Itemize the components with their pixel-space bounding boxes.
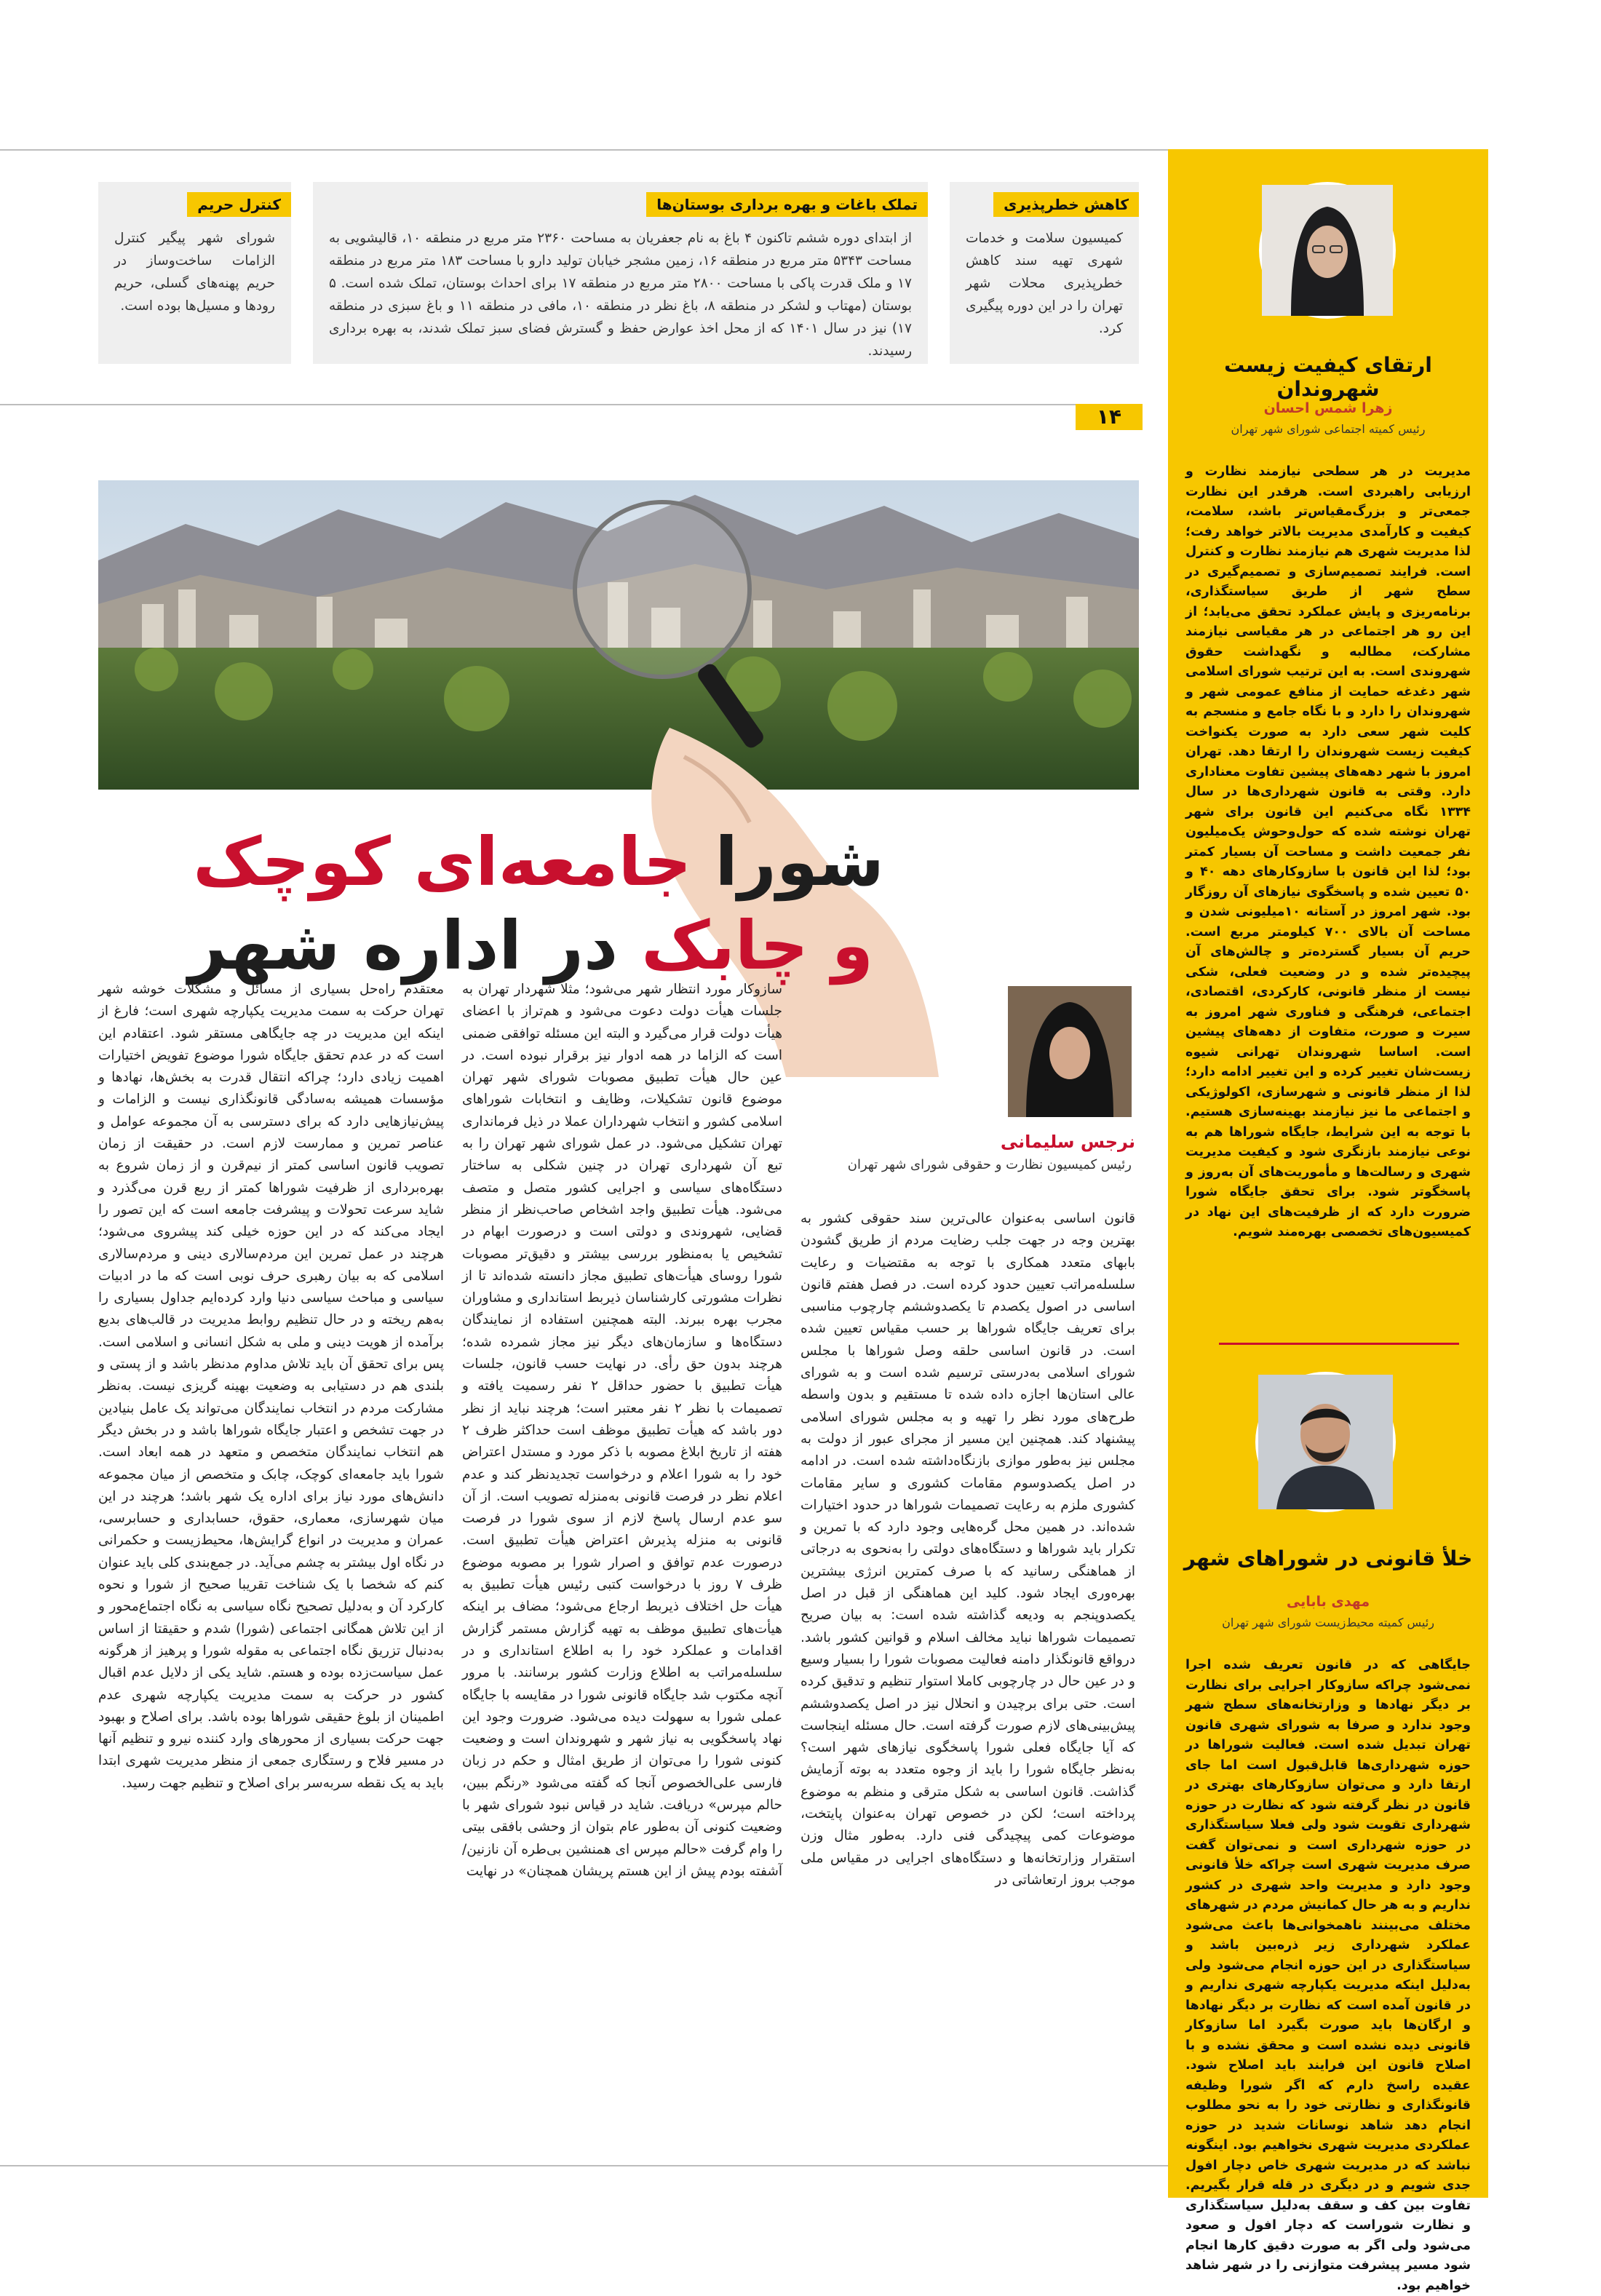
- mid-rule: [0, 404, 1076, 405]
- headline-word-red-2: و چابک: [641, 907, 873, 985]
- article-column-left: معتقدم راه‌حل بسیاری از مسائل و مشکلات خوشه شهر تهران حرکت به سمت مدیریت یکپارچه شهری است؛ فارغ از اینکه این مدیریت در چه جایگاهی مستقر شود. اعتقادم این است که در عدم تحقق جایگاه شورا موضوع تفویض اختیارات اهمیت زیادی دارد؛ چراکه انتقال قدرت به بخش‌ها، نهادها و مؤسسات همیشه به‌سادگی قانونگذاری نیست و الزامات و پیش‌نیازهایی دارد که برای دسترسی به آن مجموعه عوامل و عناصر تمرین و ممارست لازم است. در حقیقت از زمان تصویب قانون اساسی کمتر از نیم‌قرن و از زمان شروع به بهره‌برداری از ظرفیت شوراها کمتر از ربع قرن می‌گذرد و شاید سرعت تحولات و پیشرفت جامعه است که این تصور را ایجاد می‌کند که در این حوزه خیلی کند پیشروی می‌شود؛ هرچند در عمل تمرین این مردم‌سالاری دینی و مردم‌سالاری اسلامی که به بیان رهبری حرف نوبی است که ما در ادبیات سیاسی و مباحث سیاسی دنیا وارد کرده‌ایم جداول بسیاری را به‌هم ریخته و در حال تنظیم روابط مدیریت در قالب‌های بدیع برآمده از هویت دینی و ملی به شکل انسانی و اسلامی است. پس برای تحقق آن باید تلاش مداوم مدنظر باشد و از پستی و بلندی هم در دستیابی به وضعیت بهینه گریزی نیست. به‌نظر مشارکت مردم در انتخاب نمایندگان می‌تواند یک عامل بنیادین در جهت تشخص و اعتبار جایگاه شوراها باشد و در بخش دیگر هم انتخاب نمایندگان متخصص و متعهد در همه ابعاد است. شورا باید جامعه‌ای کوچک، چابک و متخصص از میان مجموعه دانش‌های مورد نیاز برای اداره یک شهر باشد؛ هرچند در این میان شهرسازی، معماری، حقوق، حسابداری و حسابرسی، عمران و مدیریت در انواع گرایش‌ها، محیط‌زیست و حکمرانی در نگاه اول بیشتر به چشم می‌آید. در جمع‌بندی کلی باید عنوان کنم که شخصا با یک شناخت تقریبا صحیح از شورا و نحوه کارکرد آن و به‌دلیل تصحیح نگاه سیاسی به نگاه اجتماع‌محور و از این تلاش همگانی اجتماعی (شورا) شدم و حقیقتا از اساس به‌دنبال تزریق نگاه اجتماعی به مقوله شورا و پرهیز از هرگونه عمل سیاست‌زده بوده و هستم. شاید یکی از دلایل عدم اقبال کشور در حرکت به سمت مدیریت یکپارچه شهری عدم اطمینان از بلوغ حقیقی شوراها بوده باشد. برای اصلاح و بهبود جهت حرکت بسیاری از محورهای وارد کننده نیرو و تنظیم آنها در مسیر فلاح و رستگاری جمعی از منظر مدیریت شهری ابتدا باید به یک نقطه سربه‌سر برای اصلاح و تنظیم جهت رسید.: [98, 982, 444, 1791]
- box-text: شورای شهر پیگیر کنترل الزامات ساخت‌وساز در حریم پهنه‌های گسلی، حریم رودها و مسیل‌ها بوده است.: [114, 231, 275, 314]
- box-text: از ابتدای دوره ششم تاکنون ۴ باغ به نام جعفریان به مساحت ۲۳۶۰ متر مربع در منطقه ۱۰، قالیشویی به مساحت ۵۳۴۳ متر مربع در منطقه ۱۶، زمین مشجر خیابان تولید دارو با مساحت ۱۸۳ متر مربع در منطقه ۱۷ و ملک قدرت پاکی با مساحت ۲۸۰۰ متر مربع در منطقه ۱۷ برای احداث بوستان، تملک شده است. ۵ بوستان (مهتاب و لشکر در منطقه ۸، باغ نظر در منطقه ۱۰، مافی در منطقه ۱۱ و باغ سبزی در منطقه ۱۷) نیز در سال ۱۴۰۱ که از محل اخذ عوارض حفظ و گسترش فضای سبز تملک شدند، به بهره برداری رسیدند.: [329, 231, 913, 359]
- headline-word-dark: شورا: [715, 823, 884, 901]
- author-role: رئیس کمیسیون نظارت و حقوقی شورای شهر تهران: [847, 1157, 1132, 1172]
- sidebar-author-1: زهرا شمس احسان: [1263, 400, 1393, 416]
- box-title: کاهش خطرپذیری: [993, 192, 1139, 217]
- headline-word-red: جامعه‌ای کوچک: [193, 823, 692, 901]
- hero-photo: [98, 480, 1139, 790]
- top-rule: [0, 149, 1168, 151]
- author-name: نرجس سلیمانی: [1000, 1132, 1135, 1152]
- headline-line-2: [188, 906, 873, 986]
- box-boundary-control: [98, 182, 291, 364]
- article-column-middle: سازوکار مورد انتظار شهر می‌شود؛ مثلا شهردار تهران به جلسات هیأت دولت دعوت می‌شود و هم‌تراز با اعضای هیأت دولت قرار می‌گیرد و البته این مسئله توافقی ضمنی است که الزاما در همه ادوار نیز برقرار نبوده است. در عین حال هیأت تطبیق مصوبات شورای شهر تهران موضوع قانون تشکیلات، وظایف و انتخابات شوراهای اسلامی کشور و انتخاب شهرداران عملا در ذیل فرمانداری تهران تشکیل می‌شود. در عمل شورای شهر تهران را به تبع آن شهرداری تهران در چنین شکلی به ساختار دستگاه‌های سیاسی و اجرایی کشور متصل و متصف می‌شود. هیأت تطبیق واجد اشخاص صاحب‌نظر از منظر قضایی، شهروندی و دولتی است و درصورت ابهام در تشخیص یا به‌منظور بررسی بیشتر و دقیق‌تر مصوبات شورا روسای هیأت‌های تطبیق مجاز دانسته شده‌اند تا از نظرات مشورتی کارشناسان ذیربط استانداری و مشاوران مجرب بهره ببرند. البته همچنین استفاده از نمایندگان دستگاه‌ها و سازمان‌های دیگر نیز مجاز شمرده شده؛ هرچند بدون حق رأی. در نهایت حسب قانون، جلسات هیأت تطبیق با حضور حداقل ۲ نفر رسمیت یافته و تصمیمات با نظر ۲ نفر معتبر است؛ هرچند نباید از نظر دور باشد که هیأت تطبیق موظف است حداکثر ظرف ۲ هفته از تاریخ ابلاغ مصوبه با ذکر مورد و مستدل اعتراض خود را به شورا اعلام و درخواست تجدیدنظر کند و عدم اعلام نظر در فرصت قانونی به‌منزله تصویب است. از آن سو عدم ارسال پاسخ لازم از سوی شورا در فرصت قانونی به منزله پذیرش اعتراض هیأت تطبیق است. درصورت عدم توافق و اصرار شورا بر مصوبه موضوع ظرف ۷ روز با درخواست کتبی رئیس هیأت تطبیق به هیأت حل اختلاف ذیربط ارجاع می‌شود؛ مضاف بر اینکه هیأت‌های تطبیق موظف به تهیه گزارش مستمر گزارش اقدامات و عملکرد خود را به اطلاع استانداری و در سلسله‌مراتب به اطلاع وزارت کشور برسانند. با مرور آنچه مکتوب شد جایگاه قانونی شورا در مقایسه با جایگاه عملی شورا به سهولت دیده می‌شود. ضرورت وجود این نهاد پاسخگویی به نیاز شهر و شهروندان است و وضعیت کنونی شورا را می‌توان از طریق امثال و حکم در زبان فارسی علی‌الخصوص آنجا که گفته می‌شود «رنگم ببین، حالم مپرس» دریافت. شاید در قیاس نبود شورای شهر با وضعیت کنونی آن به‌طور عام بتوان از وحشی بافقی بیتی را وام گرفت «حالم مپرس ای همنشین بی‌طره آن نازنین/آشفته بودم پیش از این هستم پریشان همچنان» در نهایت: [462, 982, 782, 1879]
- headline-line-1: [193, 822, 884, 902]
- box-risk-reduction: [950, 182, 1139, 364]
- box-gardens: [313, 182, 928, 364]
- narges-portrait-icon: [1008, 986, 1132, 1117]
- headline-word-dark-2: در اداره شهر: [188, 907, 619, 985]
- sidebar-title-2: خلأ قانونی در شوراهای شهر: [1183, 1546, 1473, 1570]
- hijab-portrait-icon: [1262, 185, 1393, 316]
- bottom-rule: [0, 2165, 1168, 2166]
- box-text: کمیسیون سلامت و خدمات شهری تهیه سند کاهش خطرپذیری محلات شهر تهران را در این دوره پیگیری کرد.: [966, 231, 1123, 336]
- page-number: ۱۴: [1076, 404, 1143, 430]
- sidebar: [1168, 149, 1488, 2293]
- sidebar-role-1: رئیس کمیته اجتماعی شورای شهر تهران: [1231, 422, 1426, 436]
- magnifier-hand-photo: [98, 480, 1139, 790]
- portrait-mahdi: [1255, 1372, 1396, 1512]
- man-portrait-icon: [1258, 1375, 1393, 1509]
- sidebar-body-2: جایگاهی که در قانون تعریف شده اجرا نمی‌شود چراکه سازوکار اجرایی برای نظارت بر دیگر نهادها و وزارتخانه‌های سطح شهر وجود ندارد و صرفا به شورای شهری قانون تهران تبدیل شده است. فعالیت شوراها در حوزه شهرداری‌ها قابل‌قبول است اما جای ارتقا دارد و می‌توان سازوکارهای بهتری در قانون در نظر گرفته شود که نظارت در حوزه شهرداری تقویت شود ولی فعلا سیاستگذاری در حوزه شهرداری است و نمی‌توان گفت صرف مدیریت شهری است چراکه خلأ قانونی وجود دارد و مدیریت واحد شهری در کشور نداریم و به هر حال کمانیش مردم در شهرهای مختلف می‌بینند ناهمخوانی‌ها باعث می‌شود عملکرد شهرداری زیر ذره‌بین باشد و سیاستگذاری در این حوزه انجام می‌شود ولی به‌دلیل اینکه مدیریت یکپارچه شهری نداریم و در قانون آمده است که نظارت بر دیگر نهادها و ارگان‌ها باید صورت بگیرد اما سازوکار قانونی دیده نشده است و محقق نشده و با اصلاح قانون این فرایند باید اصلاح شود. عقیده راسخ دارم که اگر شورا وظیفه قانونگذاری و نظارتی خود را به نحو مطلوب انجام دهد شاهد نوسانات شدید در حوزه عملکردی مدیریت شهری نخواهیم بود. اینگونه نباشد که در مدیریت شهری خاص دچار افول جدی شویم و در دیگری در قله قرار بگیریم. تفاوت بین کف و سقف به‌دلیل سیاستگذاری و نظارت شوراست که دچار افول و صعود می‌شود ولی اگر به صورت دقیق کارها انجام شود مسیر پیشرفت متوازنی را در شهر شاهد خواهیم بود.: [1185, 1658, 1471, 2293]
- sidebar-title-1: ارتقای کیفیت زیست شهروندان: [1224, 353, 1432, 401]
- box-title: تملک باغات و بهره برداری بوستان‌ها: [646, 192, 928, 217]
- portrait-zahra: [1259, 182, 1396, 319]
- sidebar-body-1: مدیریت در هر سطحی نیازمند نظارت و ارزیابی راهبردی است. هرقدر این نظارت جمعی‌تر و بزرگ‌مقیاس‌تر باشد، سلامت، کیفیت و کارآمدی مدیریت بالاتر خواهد رفت؛ لذا مدیریت شهری هم نیازمند نظارت و کنترل است. فرایند تصمیم‌سازی و تصمیم‌گیری در سطح شهر از طریق سیاستگذاری، برنامه‌ریزی و پایش عملکرد تحقق می‌یابد؛ از این رو هر اجتماعی در هر مقیاسی نیازمند مشارکت، مطالبه و نگهداشت حقوق شهروندی است. به این ترتیب شورای اسلامی شهر دغدغه حمایت از منافع عمومی شهر و شهروندان را دارد و با نگاه جامع و منسجم به کلیت شهر سعی دارد به صورت یکنواخت کیفیت زیست شهروندان را ارتقا دهد. تهران امروز با شهر دهه‌های پیشین تفاوت معناداری دارد. وقتی به قانون شهرداری‌ها در سال ۱۳۳۴ نگاه می‌کنیم این قانون برای شهر تهران نوشته شده که حول‌وحوش یک‌میلیون نفر جمعیت داشت و مساحت آن بسیار کمتر بود؛ لذا این قانون با سازوکارهای دهه ۴۰ و ۵۰ تعیین شده و پاسخگوی نیازهای آن روزگار بود. شهر امروز در آستانه ۱۰میلیونی شدن و مساحت آن بالای ۷۰۰ کیلومتر مربع است. حریم آن بسیار گسترده‌تر و چالش‌های آن پیچیده‌تر شده و در وضعیت فعلی، شکی نیست از منظر قانونی، کارکردی، اقتصادی، اجتماعی، فرهنگی و فناوری شهر امروز به سیرت و صورت، متفاوت از دهه‌های پیشین است. اساسا شهروندان تهرانی شیوه زیست‌شان تغییر کرده و این تغییر ادامه دارد؛ لذا از منظر قانونی و شهرسازی، اکولوژیکی و اجتماعی ما نیز نیازمند بهینه‌سازی هستیم. با توجه به این شرایط، جایگاه شوراها هم به نوعی نیازمند بازنگری شود و کیفیت مدیریت شهری و رسالت‌ها و مأموریت‌های آن به‌روز و پاسخگوتر شود. برای تحقق جایگاه شورا ضرورت دارد که از ظرفیت‌های این نهاد در کمیسیون‌های تخصصی بهره‌مند شویم.: [1185, 464, 1471, 1239]
- sidebar-author-2: مهدی بابایی: [1286, 1594, 1370, 1610]
- article-column-right: قانون اساسی به‌عنوان عالی‌ترین سند حقوقی کشور به بهترین وجه در جهت جلب رضایت مردم از طریق گشودن بابهای متعدد همکاری با توجه به مقتضیات و رعایت سلسله‌مراتب تعیین حدود کرده است. در فصل هفتم قانون اساسی در اصول یکصدم تا یکصدوششم چارچوب مناسبی برای تعریف جایگاه شوراها بر حسب مقیاس تعیین شده است. در قانون اساسی حلقه وصل شوراها با مجلس شورای اسلامی به‌درستی ترسیم شده است و به شورای عالی استان‌ها اجازه داده شده تا مستقیم و بدون واسطه طرح‌های مورد نظر را تهیه و به مجلس شورای اسلامی پیشنهاد کند. همچنین این مسیر از مجرای عبور از دولت به مجلس نیز به‌طور موازی بازنگاه‌داشته شده است. در ادامه در اصل یکصدوسوم مقامات کشوری و سایر مقامات کشوری ملزم به رعایت تصمیمات شوراها در حدود اختیارات شده‌اند. در همین محل گره‌هایی وجود دارد که با تمرین و تکرار باید شوراها و دستگاه‌های دولتی را به‌نحوی به درجاتی از هماهنگی رسانید که با صرف کمترین انرژی بیشترین بهره‌وری ایجاد شود. کلید این هماهنگی از قبل در اصل یکصدوپنجم به ودیعه گذاشته شده است: به بیان صریح تصمیمات شوراها نباید مخالف اسلام و قوانین کشور باشد. درواقع قانونگذار دامنه فعالیت مصوبات شورا را بسیار وسیع و در عین حال در چارچوبی کاملا استوار تنظیم و تدقیق کرده است. حتی برای برچیدن و انحلال نیز در اصل یکصدوششم پیش‌بینی‌های لازم صورت گرفته است. حال مسئله اینجاست که آیا جایگاه فعلی شورا پاسخگوی نیازهای شهر است؟ به‌نظر جایگاه شورا را باید از وجوه متعدد به بوته آزمایش گذاشت. قانون اساسی به شکل مترقی و منظم به موضوع پرداخته است؛ لکن در خصوص تهران به‌عنوان پایتخت، موضوعات کمی پیچیدگی فنی دارد. به‌طور مثال وزن استقرار وزارتخانه‌ها و دستگاه‌های اجرایی در مقیاس ملی موجب بروز ارتعاشاتی در: [800, 1211, 1135, 1888]
- author-portrait: [1008, 986, 1132, 1117]
- sidebar-role-2: رئیس کمیته محیط‌زیست شورای شهر تهران: [1222, 1616, 1434, 1629]
- sidebar-divider: [1219, 1343, 1459, 1345]
- box-title: کنترل حریم: [187, 192, 291, 217]
